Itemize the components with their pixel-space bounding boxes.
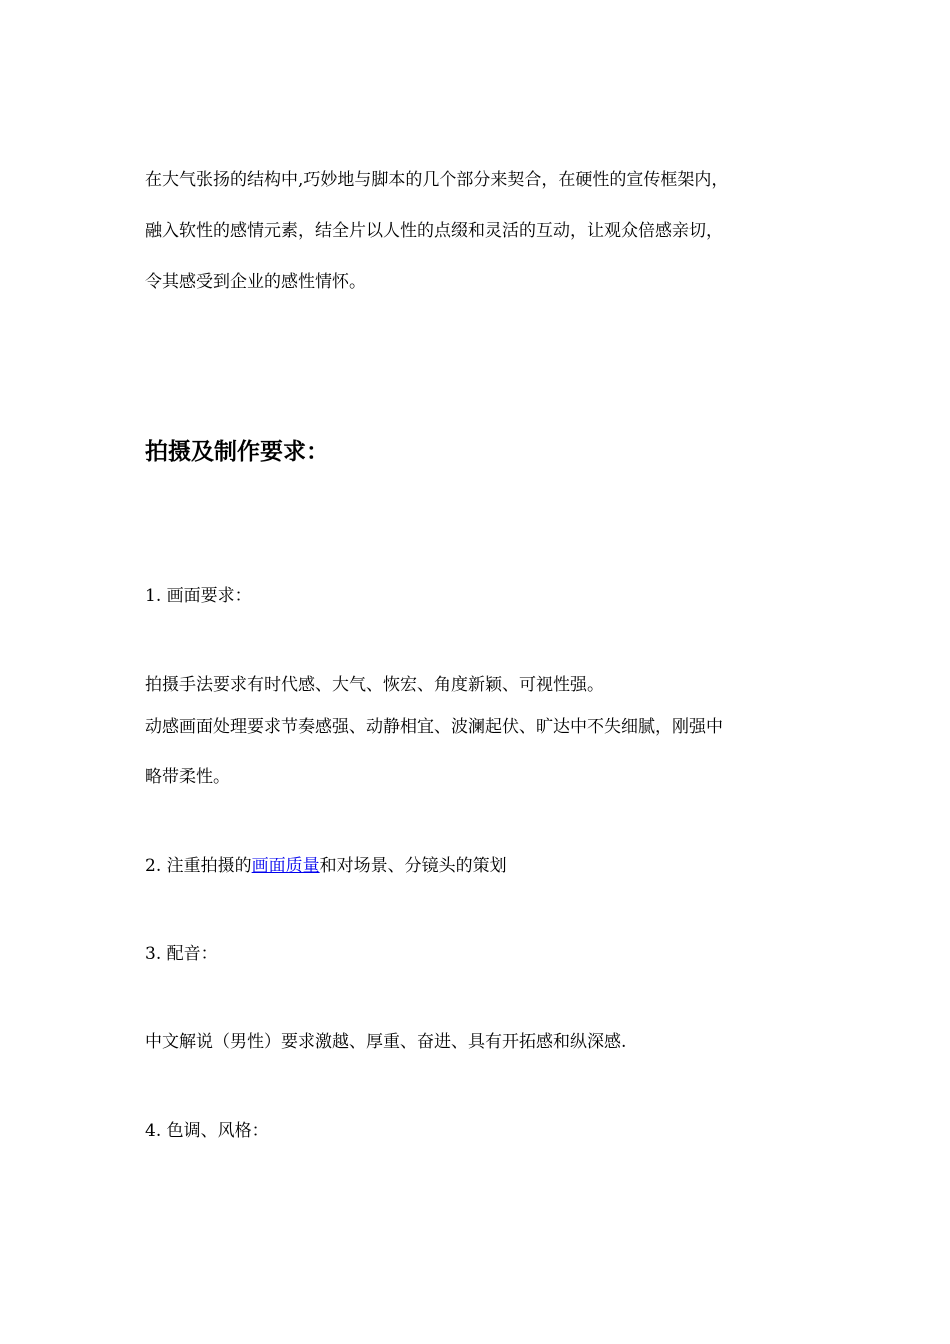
section-heading: 拍摄及制作要求： — [145, 439, 329, 465]
item-4-title: 4. 色调、风格： — [145, 1121, 269, 1141]
item-2-suffix: 和对场景、分镜头的策划 — [319, 856, 507, 876]
item-1-line-2: 动感画面处理要求节奏感强、动静相宜、波澜起伏、旷达中不失细腻，刚强中 — [145, 717, 723, 737]
item-3-line-1: 中文解说（男性）要求激越、厚重、奋进、具有开拓感和纵深感. — [145, 1032, 627, 1052]
item-3-title: 3. 配音： — [145, 944, 218, 964]
item-1-title: 1. 画面要求： — [145, 586, 252, 606]
intro-line-2: 融入软性的感情元素，结全片以人性的点缀和灵活的互动，让观众倍感亲切， — [145, 221, 723, 241]
item-2-prefix: 2. 注重拍摄的 — [145, 856, 252, 876]
intro-line-1: 在大气张扬的结构中,巧妙地与脚本的几个部分来契合，在硬性的宣传框架内， — [145, 170, 729, 190]
image-quality-link[interactable]: 画面质量 — [251, 856, 320, 876]
item-1-line-1: 拍摄手法要求有时代感、大气、恢宏、角度新颖、可视性强。 — [145, 675, 604, 695]
item-1-line-3: 略带柔性。 — [145, 767, 230, 787]
item-2-line — [145, 855, 507, 877]
intro-line-3: 令其感受到企业的感性情怀。 — [145, 272, 366, 292]
